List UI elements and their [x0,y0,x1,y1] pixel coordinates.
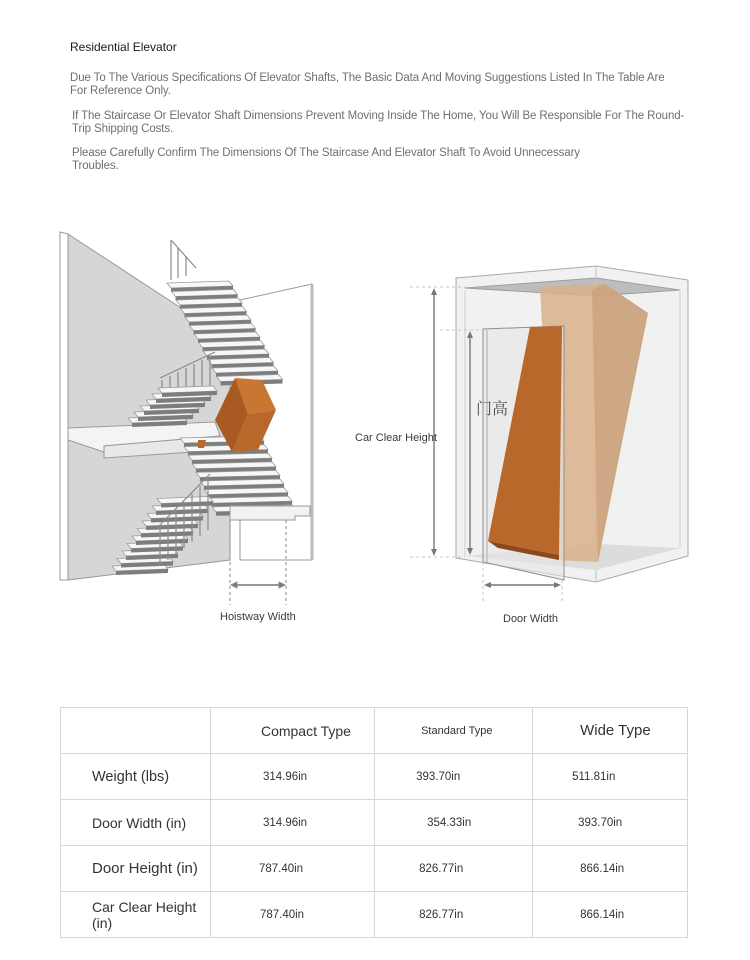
header-empty [61,708,211,754]
row-label-car-clear-height: Car Clear Height (in) [61,892,211,938]
page-title: Residential Elevator [70,40,177,54]
cell-value: 866.14in [533,892,688,938]
row-label-door-width: Door Width (in) [61,800,211,846]
row-label-weight: Weight (lbs) [61,754,211,800]
header-wide-type: Wide Type [533,708,688,754]
cell-value: 511.81in [533,754,688,800]
cell-value: 314.96in [210,800,374,846]
cell-value: 826.77in [375,892,533,938]
elevator-illustration [410,266,688,604]
cell-value: 787.40in [210,846,374,892]
table-row [61,800,688,846]
table-row [61,754,688,800]
row-label-door-height: Door Height (in) [61,846,211,892]
header-compact-type: Compact Type [210,708,374,754]
cell-value: 826.77in [375,846,533,892]
staircase-illustration [60,232,312,605]
cell-value: 393.70in [533,800,688,846]
hoistway-width-label: Hoistway Width [220,611,296,623]
header-standard-type: Standard Type [375,708,533,754]
cell-value: 866.14in [533,846,688,892]
wall-edge [60,232,68,580]
car-clear-height-label: Car Clear Height [355,432,437,444]
table-header-row [61,708,688,754]
cell-value: 314.96in [210,754,374,800]
note-confirm: Please Carefully Confirm The Dimensions Of The Staircase And Elevator Shaft To Avoid Unnecessary Troubles. [72,147,580,172]
door-height-label: 门高 [476,399,509,418]
spec-table [60,707,688,938]
cell-value: 787.40in [210,892,374,938]
door-width-label: Door Width [503,613,559,625]
cell-value: 393.70in [375,754,533,800]
upper-railing [171,240,196,280]
table-row [61,892,688,938]
note-reference: Due To The Various Specifications Of Elevator Shafts, The Basic Data And Moving Suggestions Listed In The Table Are For Reference Only. [70,72,665,97]
table-row [61,846,688,892]
note-shipping: If The Staircase Or Elevator Shaft Dimensions Prevent Moving Inside The Home, You Will Be Responsible For The Round-Trip Shipping Costs. [72,110,685,135]
cell-value: 354.33in [375,800,533,846]
